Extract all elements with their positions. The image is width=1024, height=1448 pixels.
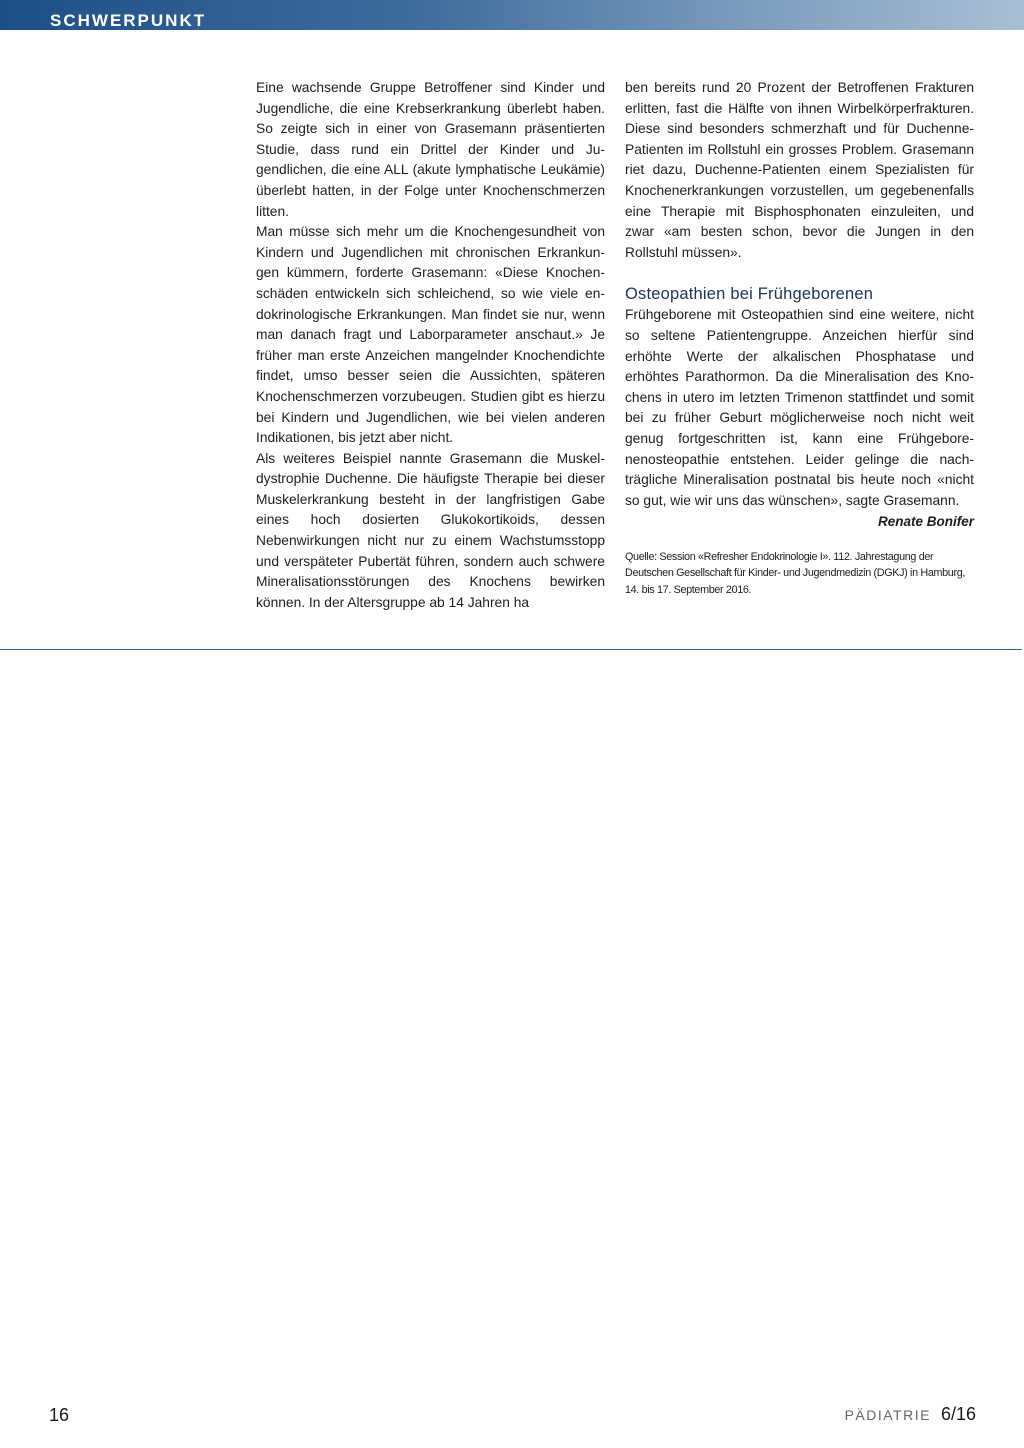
- article-column-left: [256, 78, 605, 613]
- section-header-bar: [0, 0, 1024, 30]
- paragraph: ben bereits rund 20 Prozent der Betroffenen Frakturen erlitten, fast die Hälfte von ihnen Wirbelkörperfrakturen. Diese sind besonders schmerzhaft und für Duchenne-Patienten im Rollstuhl ein grosses Problem. Grasemann riet dazu, Duchenne-Patienten einem Spezialisten für Knochenerkrankungen vorzustellen, um gegebenenfalls eine Therapie mit Bisphosphonaten einzuleiten, und zwar «am besten schon, bevor die Jungen in den Rollstuhl müssen».: [625, 80, 974, 260]
- subheading: Osteopathien bei Frühgeborenen: [625, 285, 874, 304]
- author-name: Renate Bonifer: [877, 514, 974, 530]
- paragraph: Frühgeborene mit Osteopathien sind eine weitere, nicht so seltene Patientengruppe. Anzeichen hierfür sind erhöhte Werte der alkalischen Phosphatase und erhöhtes Parathormon. Da die Mineralisation des Knochens in utero im letzten Trimenon stattfindet und somit bei zu früher Geburt möglicherweise noch nicht weit genug fortgeschritten ist, kann eine Frühgeborenenosteopathie entstehen. Leider gelinge die nachträgliche Mineralisation postnatal bis heute noch «nicht so gut, wie wir uns das wünschen», sagte Grasemann.: [625, 307, 974, 508]
- journal-name: PÄDIATRIE: [844, 1407, 931, 1423]
- page-number: 16: [49, 1405, 70, 1425]
- section-title: SCHWERPUNKT: [50, 12, 207, 30]
- source-note: Quelle: Session «Refresher Endokrinologie I». 112. Jahrestagung der Deutschen Gesellschaft für Kinder- und Jugendmedizin (DGKJ) in Hamburg, 14. bis 17. September 2016.: [625, 550, 966, 596]
- article-column-right: [625, 78, 974, 598]
- divider-line: [0, 649, 1022, 650]
- footer-journal-info: [845, 1404, 976, 1425]
- paragraph: Als weiteres Beispiel nannte Grasemann die Muskeldystrophie Duchenne. Die häufigste Therapie bei dieser Muskelerkrankung besteht in der langfristigen Gabe eines hoch dosierten Glukokortikoids, dessen Nebenwirkungen nicht nur zu einem Wachstumsstopp und verspäteter Pubertät führen, sondern auch schwere Mineralisationsstörungen des Knochens bewirken können. In der Altersgruppe ab 14 Jahren ha: [256, 450, 605, 610]
- issue-number: 6/16: [940, 1404, 976, 1424]
- paragraph: Eine wachsende Gruppe Betroffener sind Kinder und Jugendliche, die eine Krebserkrankung überlebt haben. So zeigte sich in einer von Grasemann präsentierten Studie, dass rund ein Drittel der Kinder und Jugendlichen, die eine ALL (akute lymphatische Leukämie) überlebt hatten, in der Folge unter Knochenschmerzen litten.: [256, 80, 605, 219]
- paragraph: Man müsse sich mehr um die Knochengesundheit von Kindern und Jugendlichen mit chronischen Erkrankungen kümmern, forderte Grasemann: «Diese Knochenschäden entwickeln sich schleichend, so wie viele endokrinologische Erkrankungen. Man findet sie nur, wenn man danach fragt und Laborparameter anschaut.» Je früher man erste Anzeichen mangelnder Knochendichte findet, umso besser seien die Aussichten, späteren Knochenschmerzen vorzubeugen. Studien gibt es hierzu bei Kindern und Jugendlichen, wie bei vielen anderen Indikationen, bis jetzt aber nicht.: [256, 224, 605, 446]
